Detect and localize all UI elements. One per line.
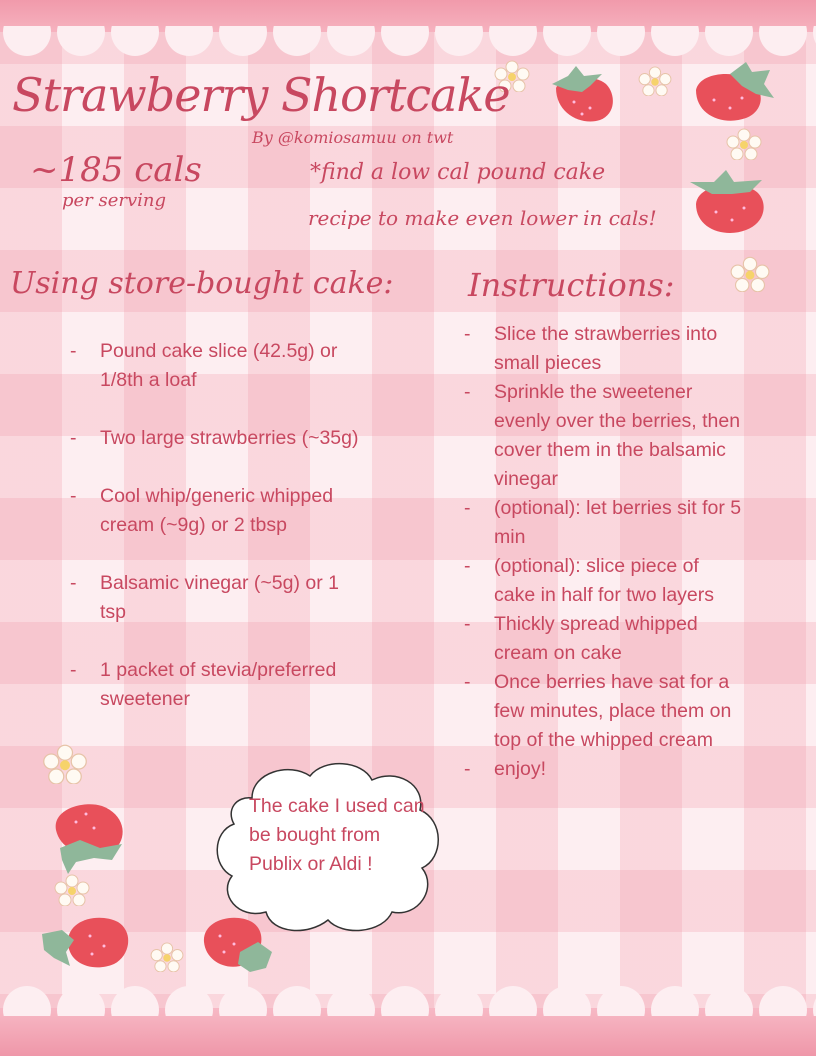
- bullet-dash: -: [464, 381, 471, 403]
- ingredient-text: Balsamic vinegar (~5g) or 1 tsp: [100, 572, 339, 623]
- recipe-title: Strawberry Shortcake: [12, 68, 510, 122]
- instructions-list: [464, 320, 744, 784]
- author-byline: By @komiosamuu on twt: [252, 128, 454, 147]
- list-item: [464, 755, 744, 784]
- bullet-dash: -: [464, 613, 471, 635]
- strawberry-icon: [40, 910, 132, 976]
- list-item: [70, 569, 370, 627]
- ingredients-list: [70, 337, 370, 743]
- list-item: [464, 552, 744, 610]
- instruction-text: (optional): slice piece of cake in half for two layers: [494, 555, 715, 606]
- instruction-text: Thickly spread whipped cream on cake: [494, 613, 698, 664]
- flower-icon: [54, 874, 90, 906]
- top-scallop-border: [0, 26, 816, 56]
- bullet-dash: -: [464, 671, 471, 693]
- bullet-dash: -: [70, 340, 77, 362]
- bullet-dash: -: [70, 485, 77, 507]
- strawberry-icon: [686, 168, 776, 238]
- list-item: [464, 668, 744, 755]
- instruction-text: enjoy!: [494, 758, 547, 780]
- list-item: [70, 424, 370, 453]
- bullet-dash: -: [464, 758, 471, 780]
- instructions-heading: Instructions:: [468, 266, 675, 304]
- tip-line-2: recipe to make even lower in cals!: [308, 206, 657, 230]
- instruction-text: Slice the strawberries into small pieces: [494, 323, 718, 374]
- ingredients-heading: Using store-bought cake:: [10, 266, 394, 301]
- instruction-text: (optional): let berries sit for 5 min: [494, 497, 742, 548]
- ingredient-text: Pound cake slice (42.5g) or 1/8th a loaf: [100, 340, 338, 391]
- list-item: [70, 482, 370, 540]
- flower-icon: [150, 942, 184, 972]
- strawberry-icon: [690, 60, 776, 126]
- strawberry-icon: [46, 800, 132, 876]
- bullet-dash: -: [70, 427, 77, 449]
- bullet-dash: -: [464, 323, 471, 345]
- instruction-text: Sprinkle the sweetener evenly over the berries, then cover them in the balsamic vinegar: [494, 381, 741, 490]
- flower-icon: [42, 744, 88, 784]
- tip-line-1: *find a low cal pound cake: [310, 160, 606, 185]
- ingredient-text: Two large strawberries (~35g): [100, 427, 359, 449]
- bullet-dash: -: [70, 659, 77, 681]
- list-item: [464, 494, 744, 552]
- bottom-scallop-border: [0, 986, 816, 1016]
- flower-icon: [726, 128, 762, 160]
- list-item: [70, 656, 370, 714]
- instruction-text: Once berries have sat for a few minutes, place them on top of the whipped cream: [494, 671, 732, 751]
- strawberry-icon: [546, 64, 620, 128]
- list-item: [464, 610, 744, 668]
- flower-icon: [638, 66, 672, 96]
- ingredient-text: 1 packet of stevia/preferred sweetener: [100, 659, 337, 710]
- per-serving-label: per serving: [62, 190, 167, 211]
- list-item: [464, 320, 744, 378]
- cloud-note: The cake I used can be bought from Publix or Aldi !: [249, 795, 425, 875]
- calorie-count: ~185 cals: [30, 150, 202, 190]
- bullet-dash: -: [70, 572, 77, 594]
- flower-icon: [730, 256, 770, 292]
- bullet-dash: -: [464, 555, 471, 577]
- ingredient-text: Cool whip/generic whipped cream (~9g) or 2 tbsp: [100, 485, 334, 536]
- bullet-dash: -: [464, 497, 471, 519]
- list-item: [464, 378, 744, 494]
- list-item: [70, 337, 370, 395]
